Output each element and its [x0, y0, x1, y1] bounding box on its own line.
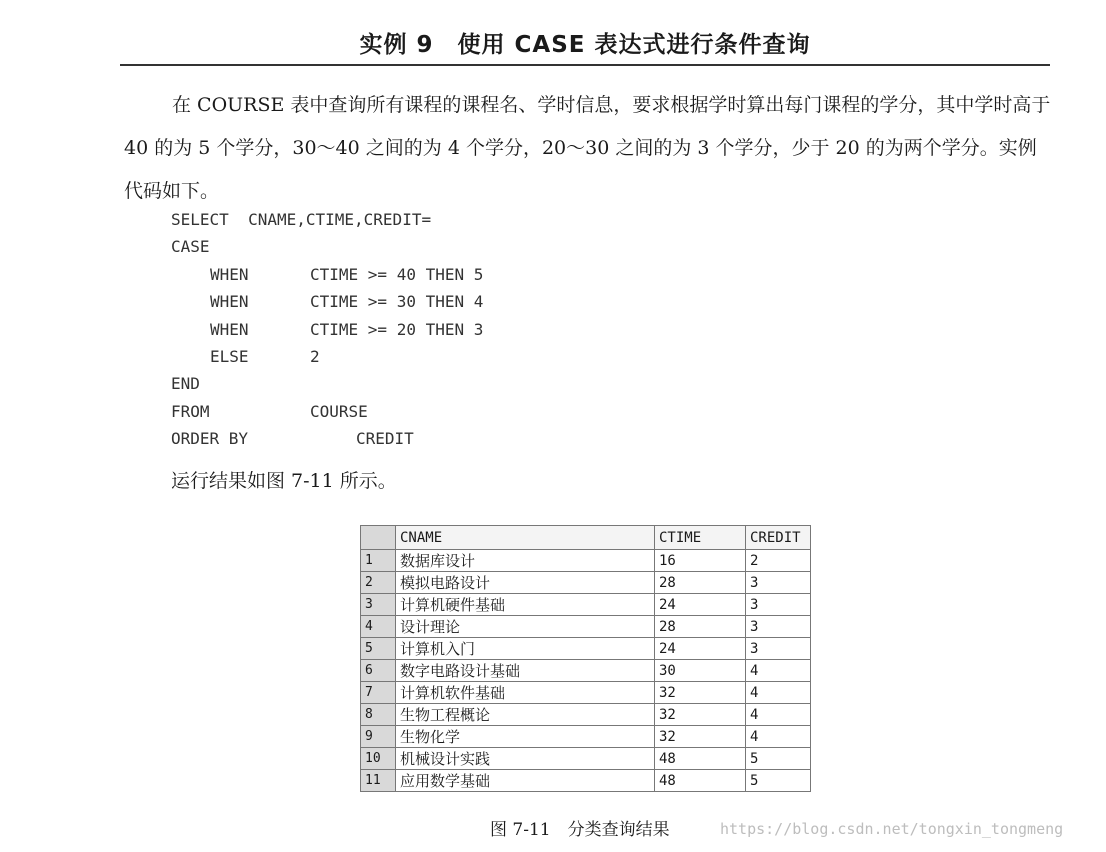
code-line — [171, 316, 483, 343]
cell-credit: 3 — [746, 594, 811, 616]
column-header-credit: CREDIT — [746, 526, 811, 550]
table-row — [361, 704, 811, 726]
cell-cname: 机械设计实践 — [396, 748, 655, 770]
cell-credit: 3 — [746, 638, 811, 660]
row-number: 1 — [361, 550, 396, 572]
code-line — [171, 261, 483, 288]
intro-paragraph: 在 COURSE 表中查询所有课程的课程名、学时信息，要求根据学时算出每门课程的学分，其中学时高于 40 的为 5 个学分，30～40 之间的为 4 个学分，20～30 之间的为 3 个学分，少于 20 的为两个学分。实例代码如下。 — [124, 94, 1051, 202]
cell-credit: 2 — [746, 550, 811, 572]
table-row — [361, 682, 811, 704]
sql-code-block — [171, 206, 483, 453]
cell-cname: 设计理论 — [396, 616, 655, 638]
code-text: 2 — [310, 346, 320, 366]
row-number: 9 — [361, 726, 396, 748]
code-line — [171, 398, 483, 425]
row-number: 10 — [361, 748, 396, 770]
cell-cname: 数据库设计 — [396, 550, 655, 572]
cell-ctime: 28 — [655, 616, 746, 638]
example-title: 使用 CASE 表达式进行条件查询 — [457, 32, 811, 58]
code-keyword: END — [171, 374, 200, 394]
cell-cname: 生物工程概论 — [396, 704, 655, 726]
row-number: 3 — [361, 594, 396, 616]
table-row — [361, 550, 811, 572]
code-keyword: WHEN — [210, 292, 249, 312]
row-number: 4 — [361, 616, 396, 638]
row-number: 8 — [361, 704, 396, 726]
code-keyword: ELSE — [210, 346, 249, 366]
row-number: 2 — [361, 572, 396, 594]
table-row — [361, 748, 811, 770]
section-title — [120, 26, 1050, 59]
example-number: 实例 9 — [359, 32, 434, 58]
table-row — [361, 770, 811, 792]
cell-cname: 生物化学 — [396, 726, 655, 748]
code-keyword: ORDER BY — [171, 429, 249, 449]
code-text: CTIME >= 40 THEN 5 — [310, 264, 484, 284]
code-keyword: FROM — [171, 401, 210, 421]
code-keyword: SELECT — [171, 210, 229, 229]
row-number: 11 — [361, 770, 396, 792]
cell-cname: 计算机入门 — [396, 638, 655, 660]
cell-cname: 模拟电路设计 — [396, 572, 655, 594]
code-line — [171, 370, 483, 397]
corner-cell — [361, 526, 396, 550]
row-number: 7 — [361, 682, 396, 704]
code-text: CTIME >= 20 THEN 3 — [310, 319, 484, 339]
figure-caption: 图 7-11 分类查询结果 — [490, 820, 670, 840]
column-header-ctime: CTIME — [655, 526, 746, 550]
cell-credit: 3 — [746, 572, 811, 594]
code-line — [171, 288, 483, 315]
cell-cname: 计算机软件基础 — [396, 682, 655, 704]
cell-ctime: 24 — [655, 594, 746, 616]
row-number: 5 — [361, 638, 396, 660]
cell-ctime: 48 — [655, 748, 746, 770]
code-text: CREDIT — [356, 429, 414, 449]
table-row — [361, 660, 811, 682]
cell-credit: 5 — [746, 770, 811, 792]
cell-ctime: 48 — [655, 770, 746, 792]
cell-credit: 5 — [746, 748, 811, 770]
table-row — [361, 616, 811, 638]
code-line — [171, 343, 483, 370]
column-header-cname: CNAME — [396, 526, 655, 550]
cell-ctime: 32 — [655, 682, 746, 704]
cell-ctime: 28 — [655, 572, 746, 594]
code-text: COURSE — [310, 401, 368, 421]
table-row — [361, 572, 811, 594]
code-line — [171, 425, 483, 452]
row-number: 6 — [361, 660, 396, 682]
code-text: CTIME >= 30 THEN 4 — [310, 292, 484, 312]
table-row — [361, 726, 811, 748]
code-line — [171, 233, 483, 260]
cell-ctime: 32 — [655, 726, 746, 748]
code-keyword: CASE — [171, 237, 210, 257]
cell-ctime: 32 — [655, 704, 746, 726]
cell-credit: 3 — [746, 616, 811, 638]
header-row — [361, 526, 811, 550]
cell-cname: 数字电路设计基础 — [396, 660, 655, 682]
code-keyword: WHEN — [210, 319, 249, 339]
cell-credit: 4 — [746, 704, 811, 726]
result-grid — [360, 525, 811, 792]
table-row — [361, 638, 811, 660]
cell-ctime: 24 — [655, 638, 746, 660]
cell-credit: 4 — [746, 660, 811, 682]
cell-credit: 4 — [746, 726, 811, 748]
result-intro: 运行结果如图 7-11 所示。 — [171, 470, 397, 492]
title-rule — [120, 64, 1050, 66]
table-row — [361, 594, 811, 616]
cell-cname: 应用数学基础 — [396, 770, 655, 792]
cell-ctime: 30 — [655, 660, 746, 682]
cell-credit: 4 — [746, 682, 811, 704]
code-text: CNAME,CTIME,CREDIT= — [248, 210, 432, 229]
watermark-url: https://blog.csdn.net/tongxin_tongmeng — [720, 820, 1064, 838]
cell-cname: 计算机硬件基础 — [396, 594, 655, 616]
cell-ctime: 16 — [655, 550, 746, 572]
code-line — [171, 206, 483, 233]
code-keyword: WHEN — [210, 264, 249, 284]
